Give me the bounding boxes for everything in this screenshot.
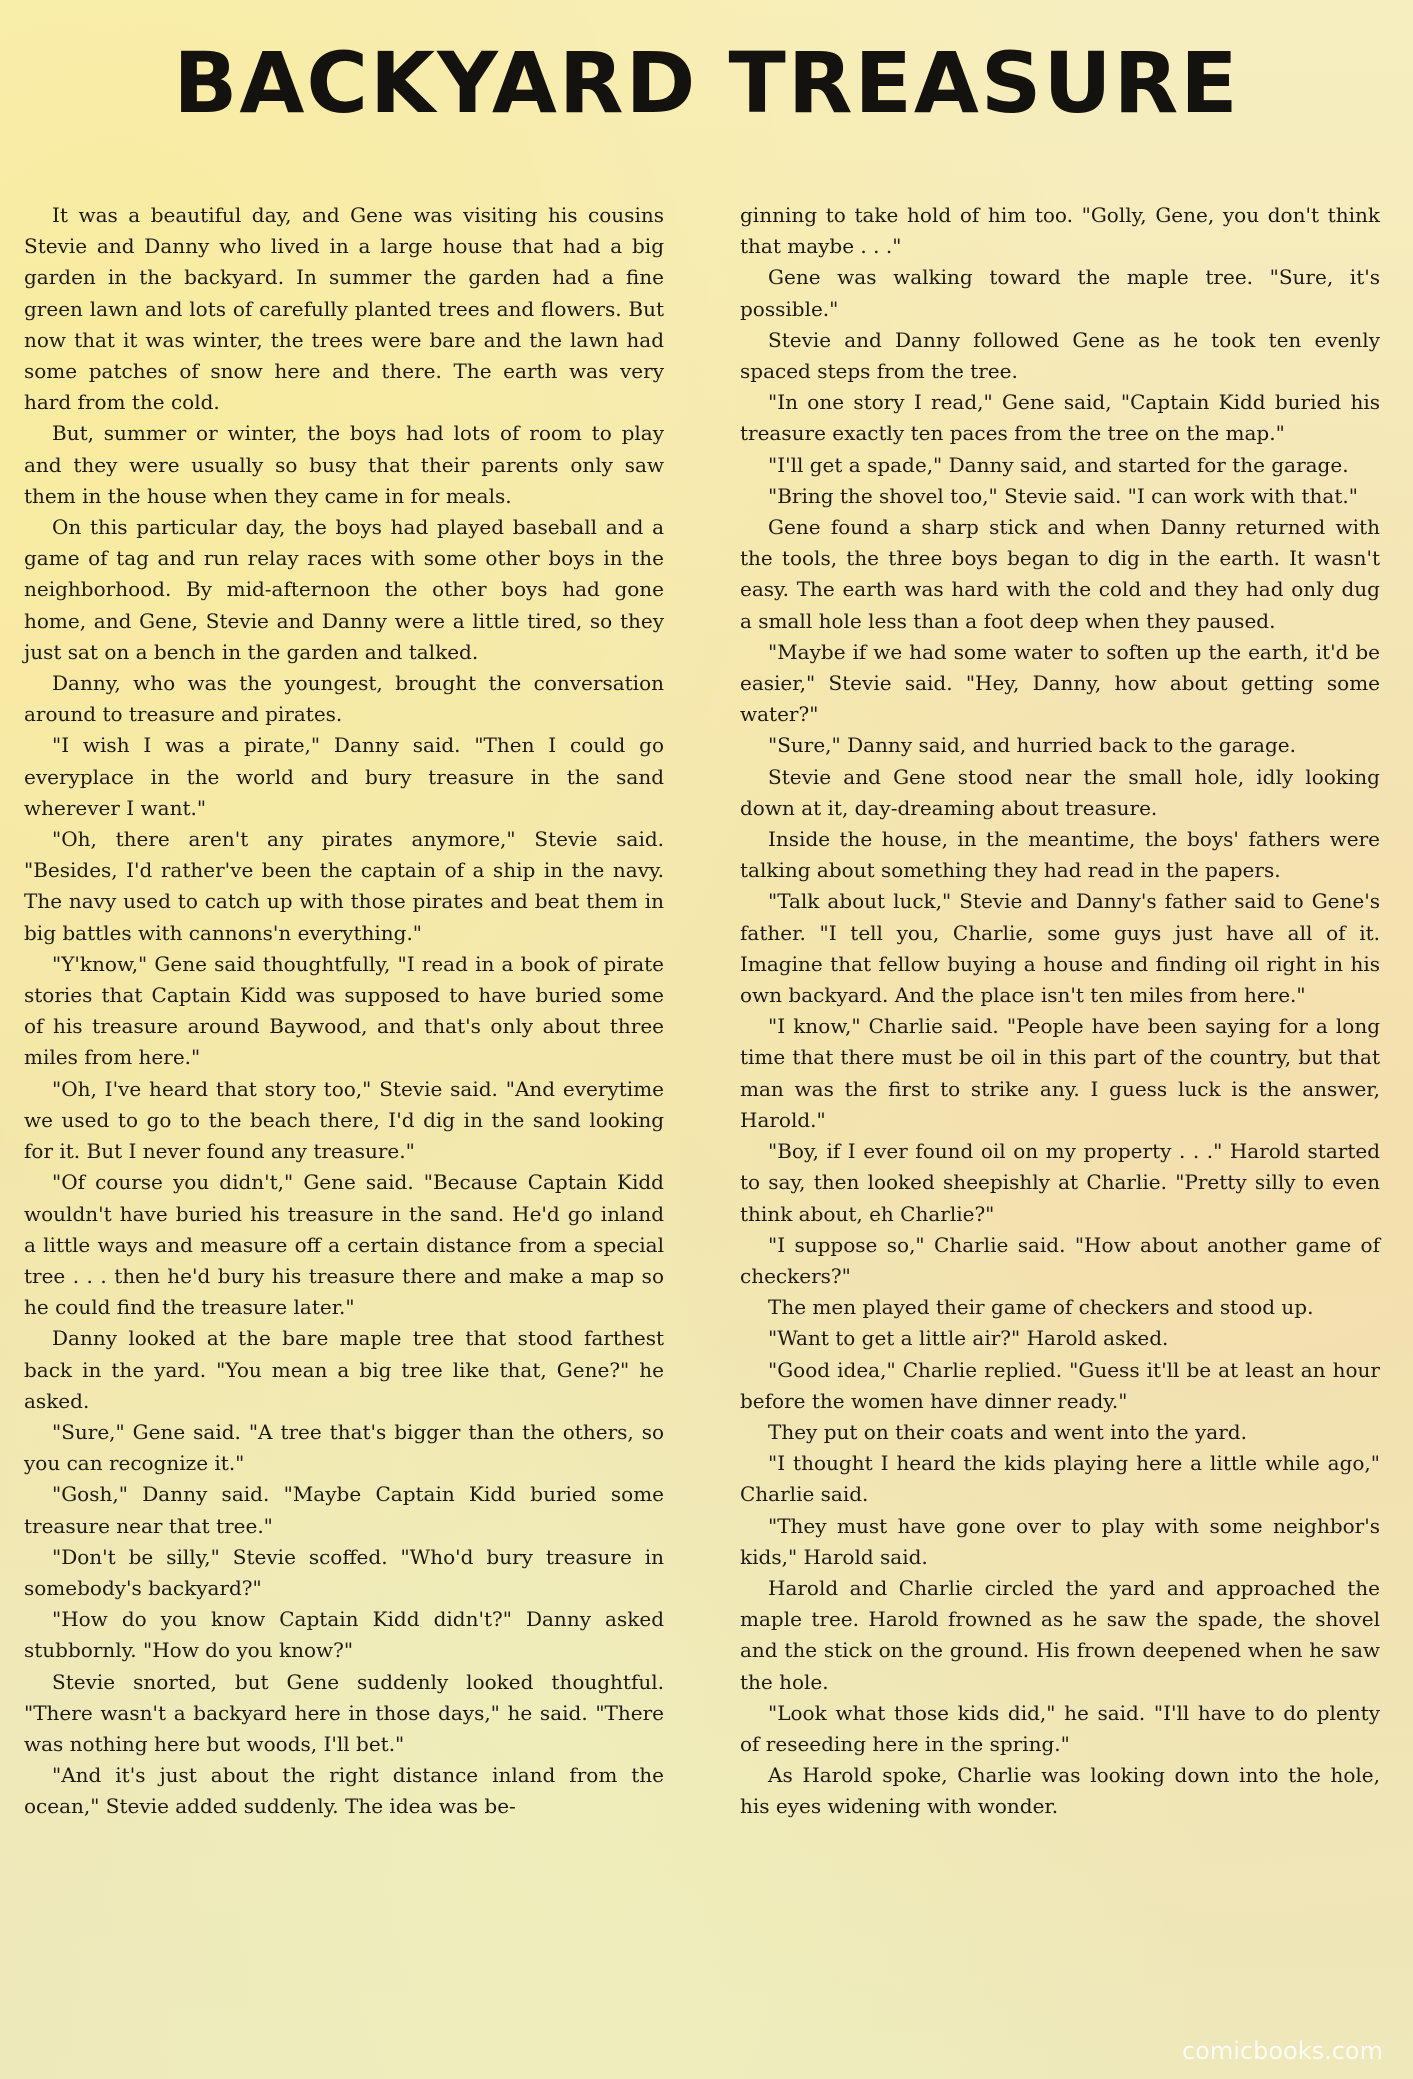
right-column-paragraph: "I'll get a spade," Danny said, and started for the garage. [768,452,1349,477]
right-column-paragraph: Inside the house, in the meantime, the boys' fathers were talking about something they had read in the papers. [740,827,1380,883]
site-watermark: comicbooks.com [1181,2037,1383,2065]
left-column-paragraph: It was a beautiful day, and Gene was visiting his cousins Stevie and Danny who lived in a large house that had a big garden in the backyard. In summer the garden had a fine green lawn and lots of carefully planted trees and flowers. But now that it was winter, the trees were bare and the lawn had some patches of snow here and there. The earth was very hard from the cold. [24,203,664,415]
right-column-paragraph: Gene found a sharp stick and when Danny returned with the tools, the three boys began to dig in the earth. It wasn't easy. The earth was hard with the cold and they had only dug a small hole less than a foot deep when they paused. [740,515,1380,633]
right-column-paragraph: Stevie and Danny followed Gene as he took ten evenly spaced steps from the tree. [740,327,1380,384]
right-column-paragraph: ginning to take hold of him too. "Golly, Gene, you don't think that maybe . . ." [740,203,1380,259]
right-text-column [740,200,1380,1823]
left-column-paragraph: "I wish I was a pirate," Danny said. "Then I could go everyplace in the world and bury treasure in the sand wherever I want." [24,733,664,820]
right-column-paragraph: "Boy, if I ever found oil on my property . . ." Harold started to say, then looked sheepishly at Charlie. "Pretty silly to even think about, eh Charlie?" [740,1139,1380,1226]
right-column-paragraph: "Look what those kids did," he said. "I'll have to do plenty of reseeding here in the spring." [740,1700,1380,1756]
right-column-paragraph: "In one story I read," Gene said, "Captain Kidd buried his treasure exactly ten paces from the tree on the map." [740,390,1380,446]
left-column-paragraph: On this particular day, the boys had played baseball and a game of tag and run relay races with some other boys in the neighborhood. By mid-afternoon the other boys had gone home, and Gene, Stevie and Danny were a little tired, so they just sat on a bench in the garden and talked. [24,515,664,664]
right-column-paragraph: "I suppose so," Charlie said. "How about another game of checkers?" [740,1232,1380,1288]
right-column-paragraph: The men played their game of checkers and stood up. [768,1295,1314,1320]
left-column-paragraph: But, summer or winter, the boys had lots of room to play and they were usually so busy that their parents only saw them in the house when they came in for meals. [24,421,664,508]
left-column-paragraph: "Y'know," Gene said thoughtfully, "I read in a book of pirate stories that Captain Kidd was supposed to have buried some of his treasure around Baywood, and that's only about three miles from here." [24,951,664,1070]
left-column-paragraph: "Of course you didn't," Gene said. "Because Captain Kidd wouldn't have buried his treasure in the sand. He'd go inland a little ways and measure off a certain distance from a special tree . . . then he'd bury his treasure there and make a map so he could find the treasure later." [24,1170,664,1320]
right-column-paragraph: "Bring the shovel too," Stevie said. "I can work with that." [768,483,1358,508]
right-column-paragraph: "Want to get a little air?" Harold asked. [768,1326,1169,1351]
right-column-paragraph: As Harold spoke, Charlie was looking down into the hole, his eyes widening with wonder. [740,1763,1380,1819]
right-column-paragraph: "Good idea," Charlie replied. "Guess it'll be at least an hour before the women have dinner ready." [740,1357,1380,1413]
right-column-paragraph: Harold and Charlie circled the yard and approached the maple tree. Harold frowned as he saw the spade, the shovel and the stick on the ground. His frown deepened when he saw the hole. [740,1575,1380,1694]
right-column-paragraph: "Maybe if we had some water to soften up the earth, it'd be easier," Stevie said. "Hey, Danny, how about getting some water?" [740,639,1380,727]
right-column-paragraph: "Talk about luck," Stevie and Danny's father said to Gene's father. "I tell you, Charlie, some guys just have all of it. Imagine that fellow buying a house and finding oil right in his own backyard. And the place isn't ten miles from here." [740,889,1380,1008]
left-column-paragraph: "Don't be silly," Stevie scoffed. "Who'd bury treasure in somebody's backyard?" [24,1544,664,1600]
left-text-column [24,200,664,1823]
left-column-paragraph: Stevie snorted, but Gene suddenly looked thoughtful. "There wasn't a backyard here in those days," he said. "There was nothing here but woods, I'll bet." [24,1669,664,1756]
right-column-paragraph: They put on their coats and went into the yard. [768,1419,1247,1444]
story-title: BACKYARD TREASURE [173,34,1240,132]
right-column-paragraph: "I know," Charlie said. "People have been saying for a long time that there must be oil in this part of the country, but that man was the first to strike any. I guess luck is the answer, Harold." [740,1014,1380,1132]
right-column-paragraph: Gene was walking toward the maple tree. "Sure, it's possible." [740,265,1380,321]
left-column-paragraph: Danny, who was the youngest, brought the conversation around to treasure and pirates. [24,671,664,727]
left-column-paragraph: "Oh, there aren't any pirates anymore," Stevie said. "Besides, I'd rather've been the captain of a ship in the navy. The navy used to catch up with those pirates and beat them in big battles with cannons'n everything." [24,827,664,945]
left-column-paragraph: "How do you know Captain Kidd didn't?" Danny asked stubbornly. "How do you know?" [24,1607,664,1663]
left-column-paragraph: Danny looked at the bare maple tree that stood farthest back in the yard. "You mean a big tree like that, Gene?" he asked. [24,1326,664,1413]
right-column-paragraph: "They must have gone over to play with some neighbor's kids," Harold said. [740,1513,1380,1569]
left-column-paragraph: "Gosh," Danny said. "Maybe Captain Kidd buried some treasure near that tree." [24,1482,664,1538]
right-column-paragraph: "Sure," Danny said, and hurried back to the garage. [768,733,1296,758]
left-column-paragraph: "Sure," Gene said. "A tree that's bigger than the others, so you can recognize it." [24,1419,664,1476]
left-column-paragraph: "Oh, I've heard that story too," Stevie said. "And everytime we used to go to the beach there, I'd dig in the sand looking for it. But I never found any treasure." [24,1076,664,1164]
right-column-paragraph: "I thought I heard the kids playing here a little while ago," Charlie said. [740,1451,1380,1507]
right-column-paragraph: Stevie and Gene stood near the small hole, idly looking down at it, day-dreaming about treasure. [740,764,1380,820]
left-column-paragraph: "And it's just about the right distance inland from the ocean," Stevie added suddenly. The idea was be- [24,1763,664,1819]
